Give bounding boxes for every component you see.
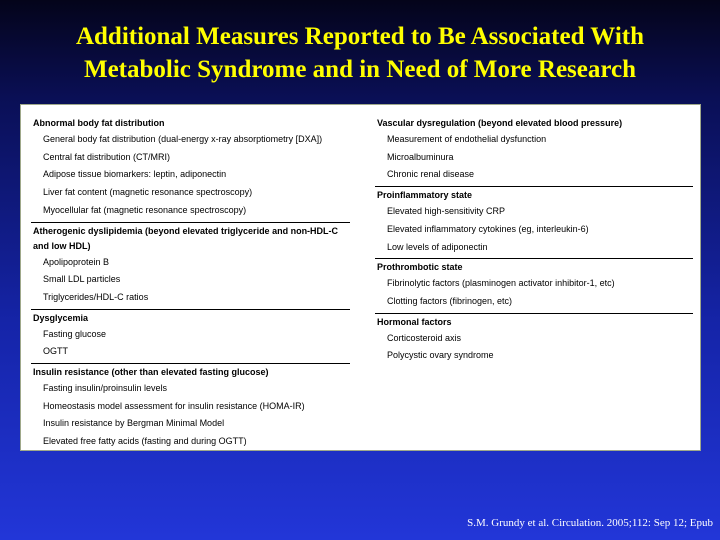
list-item: Myocellular fat (magnetic resonance spectroscopy) bbox=[43, 204, 247, 215]
list-item: Homeostasis model assessment for insulin resistance (HOMA-IR) bbox=[43, 400, 305, 411]
list-item: OGTT bbox=[43, 346, 68, 357]
table-section bbox=[375, 258, 693, 310]
right-column bbox=[375, 115, 693, 365]
section-heading: Prothrombotic state bbox=[377, 262, 463, 273]
list-item: Elevated high-sensitivity CRP bbox=[387, 206, 506, 217]
list-item: General body fat distribution (dual-energy x-ray absorptiometry [DXA]) bbox=[43, 134, 323, 144]
list-item: Elevated free fatty acids (fasting and during OGTT) bbox=[43, 436, 247, 447]
slide-title bbox=[0, 20, 720, 86]
section-heading: Hormonal factors bbox=[377, 316, 452, 327]
section-heading: Insulin resistance (other than elevated fasting glucose) bbox=[33, 367, 269, 378]
list-item: Triglycerides/HDL-C ratios bbox=[43, 291, 149, 302]
table-section bbox=[375, 186, 693, 256]
section-heading: Vascular dysregulation (beyond elevated blood pressure) bbox=[377, 118, 623, 128]
measures-table bbox=[20, 104, 701, 451]
table-section bbox=[31, 309, 350, 361]
table-section bbox=[375, 313, 693, 365]
citation: S.M. Grundy et al. Circulation. 2005;112: Sep 12; Epub bbox=[467, 517, 713, 529]
list-item: Liver fat content (magnetic resonance spectroscopy) bbox=[43, 187, 253, 198]
section-heading: Dysglycemia bbox=[33, 312, 89, 323]
left-column bbox=[31, 115, 350, 451]
table-section bbox=[31, 222, 350, 307]
table-section bbox=[31, 363, 350, 451]
list-item: Insulin resistance by Bergman Minimal Model bbox=[43, 418, 225, 429]
table-section bbox=[31, 115, 350, 220]
list-item: Corticosteroid axis bbox=[387, 332, 462, 343]
list-item: Low levels of adiponectin bbox=[387, 241, 488, 252]
section-heading: Proinflammatory state bbox=[377, 190, 473, 201]
list-item: Fasting glucose bbox=[43, 328, 107, 339]
list-item: Polycystic ovary syndrome bbox=[387, 350, 494, 361]
list-item: Apolipoprotein B bbox=[43, 256, 110, 267]
slide-title-line-2: Metabolic Syndrome and in Need of More Research bbox=[83, 56, 637, 83]
list-item: Fibrinolytic factors (plasminogen activator inhibitor-1, etc) bbox=[387, 278, 615, 289]
list-item: Microalbuminura bbox=[387, 151, 454, 162]
list-item: Small LDL particles bbox=[43, 274, 121, 285]
list-item: Elevated inflammatory cytokines (eg, interleukin-6) bbox=[387, 223, 589, 234]
list-item: Clotting factors (fibrinogen, etc) bbox=[387, 295, 513, 306]
section-heading: Abnormal body fat distribution bbox=[33, 118, 165, 128]
list-item: Fasting insulin/proinsulin levels bbox=[43, 383, 168, 394]
list-item: Central fat distribution (CT/MRI) bbox=[43, 151, 171, 162]
slide-title-line-1: Additional Measures Reported to Be Associated With bbox=[75, 23, 645, 50]
section-heading: Atherogenic dyslipidemia (beyond elevated triglyceride and non-HDL-C and low HDL) bbox=[33, 225, 339, 251]
list-item: Chronic renal disease bbox=[387, 169, 475, 180]
table-section bbox=[375, 115, 693, 184]
list-item: Adipose tissue biomarkers: leptin, adiponectin bbox=[43, 169, 227, 180]
list-item: Measurement of endothelial dysfunction bbox=[387, 134, 547, 144]
